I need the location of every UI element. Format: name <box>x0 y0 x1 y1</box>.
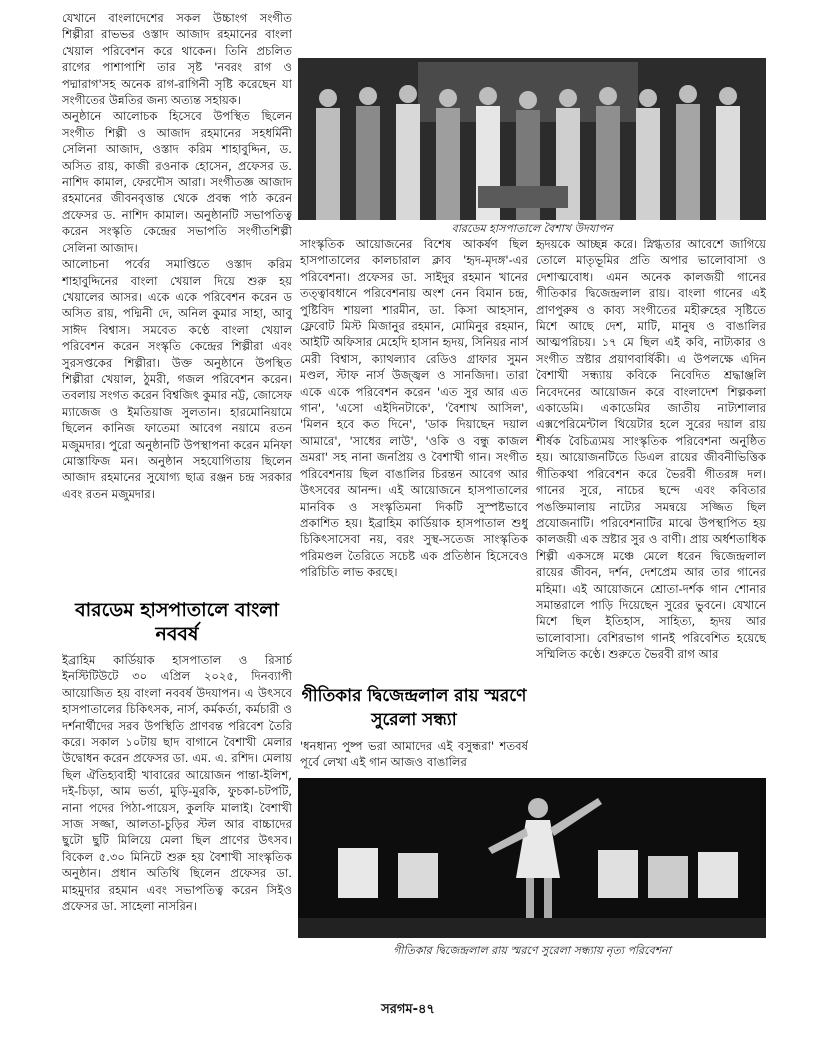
article-heading-bardem: বারডেম হাসপাতালে বাংলা নববর্ষ <box>75 599 279 645</box>
paragraph: সাংস্কৃতিক আয়োজনের বিশেষ আকর্ষণ ছিল হাসপাতালের কালচারাল ক্লাব 'হৃদ-মৃদঙ্গ'-এর পরিবেশনা। প্রফেসর ডা. সাইদুর রহমান খানের তত্ত্বাবধানে পরিবেশনায় অংশ নেন বিমান চন্দ্র, পুষ্টিবিদ শায়লা শারমীন, ডা. কিসা আহসান, ফ্লেবোট মিস্ট মিজানুর রহমান, মোমিনুর রহমান, আইটি অফিসার মেহেদি হাসান হৃদয়, সিনিয়র নার্স মেরী বিশ্বাস, ক্যাথল্যাব রেডিও গ্রাফার সুমন মণ্ডল, স্টাফ নার্স উজ্জ্বল ও সানজিদা। তারা একে একে পরিবেশন করেন 'এত সুর আর এত গান', 'এসো এইদিনটাকে', 'বৈশাখ আসিল', 'মিলন হবে কত দিনে', 'ডাক দিয়াছেন দয়াল আমারে', 'সাধের লাউ', 'ওকি ও বন্ধু কাজল ভ্রমরা' সহ নানা জনপ্রিয় ও বৈশাখী গান। সংগীত পরিবেশনায় ছিল বাঙালির চিরন্তন আবেগ আর উৎসবের আনন্দ। এই আয়োজনে হাসপাতালের মানবিক ও সংস্কৃতিমনা দিকটি সুস্পষ্টভাবে প্রকাশিত হয়। ইব্রাহিম কার্ডিয়াক হাসপাতাল শুধু চিকিৎসাসেবা নয়, বরং সুস্থ-সতেজ সাংস্কৃতিক পরিমণ্ডল তৈরিতে সচেষ্ট এক প্রতিষ্ঠান হিসেবেও পরিচিতি লাভ করছে। <box>300 237 528 580</box>
paragraph: হৃদয়কে আচ্ছন্ন করে। স্নিগ্ধতার আবেশে জাগিয়ে তোলে মাতৃভূমির প্রতি অপার ভালোবাসা ও দেশাত্মবোধ। এমন অনেক কালজয়ী গানের গীতিকার দ্বিজেন্দ্রলাল রায়। বাংলা গানের এই প্রাণপুরুষ ও কাব্য সংগীতের মহীরুহের সৃষ্টিতে মিশে আছে দেশ, মাটি, মানুষ ও বাঙালির আত্মপরিচয়। ১৭ মে ছিল এই কবি, নাট্যকার ও সংগীত স্রষ্টার প্রয়াণবার্ষিকী। এ উপলক্ষে এদিন বৈশাখী সন্ধ্যায় কবিকে নিবেদিত শ্রদ্ধাঞ্জলি নিবেদনের আয়োজন করে বাংলাদেশ শিল্পকলা একাডেমি। একাডেমির জাতীয় নাট্যশালার এক্সপেরিমেন্টাল থিয়েটার হলে সুরের দয়াল রায় শীর্ষক বৈচিত্র্যময় সাংস্কৃতিক পরিবেশনা অনুষ্ঠিত হয়। আয়োজনটিতে ডিএল রায়ের জীবনীভিত্তিক গীতিকথা পরিবেশন করে ভৈরবী গীতরঙ্গ দল। গানের সুরে, নাচের ছন্দে এবং কবিতার পঙক্তিমালায় নাট্যের সমন্বয়ে সজ্জিত ছিল প্রযোজনাটি। পরিবেশনাটির মাঝে উপস্থাপিত হয় কালজয়ী এক স্রষ্টার সুর ও বাণী। প্রায় অর্ধশতাধিক শিল্পী একসঙ্গে মঞ্চে মেলে ধরেন দ্বিজেন্দ্রলাল রায়ের জীবন, দর্শন, দেশপ্রেম আর তার গানের মহিমা। এই আয়োজনে শ্রোতা-দর্শক গান শোনার সমান্তরালে পাড়ি দিয়েছেন সুরের ভুবনে। যেখানে মিশে ছিল ইতিহাস, সাহিত্য, হৃদয় আর ভালোবাসা। বেশিরভাগ গানই পরিবেশিত হয়েছে সম্মিলিত কণ্ঠে। শুরুতে ভৈরবী রাগ আর <box>536 237 766 662</box>
column-2-continued <box>300 738 528 772</box>
column-2 <box>300 236 528 596</box>
column-1-continued <box>62 652 292 972</box>
column-3 <box>536 236 766 762</box>
column-1 <box>62 10 292 595</box>
dance-photo <box>298 778 766 938</box>
paragraph: অনুষ্ঠানে আলোচক হিসেবে উপস্থিত ছিলেন সংগীত শিল্পী ও আজাদ রহমানের সহধর্মিনী সেলিনা আজাদ, ওস্তাদ করিম শাহাবুদ্দিন, ড. অসিত রায়, কাজী রওনাক হোসেন, প্রফেসর ড. নাশিদ কামাল, ফেরদৌস আরা। সংগীতজ্ঞ আজাদ রহমানের জীবনবৃত্তান্ত থেকে প্রবন্ধ পাঠ করেন প্রফেসর ড. নাশিদ কামাল। অনুষ্ঠানটি সভাপতিত্ব করেন সংস্কৃতি কেন্দ্রের সভাপতি সংগীতশিল্পী সেলিনা আজাদ। <box>62 109 292 255</box>
paragraph: 'ধনধান্য পুষ্প ভরা আমাদের এই বসুন্ধরা' শতবর্ষ পূর্বে লেখা এই গান আজও বাঙালির <box>300 739 528 770</box>
photo-caption-2: গীতিকার দ্বিজেন্দ্রলাল রায় স্মরণে সুরেলা সন্ধ্যায় নৃত্য পরিবেশনা <box>393 944 671 957</box>
article-heading-dl-roy: গীতিকার দ্বিজেন্দ্রলাল রায় স্মরণে সুরেলা সন্ধ্যা <box>301 686 527 730</box>
paragraph: আলোচনা পর্বের সমাপ্তিতে ওস্তাদ করিম শাহাবুদ্দিনের বাংলা খেয়াল দিয়ে শুরু হয় খেয়ালের আসর। একে একে পরিবেশন করেন ড অসিত রায়, পদ্মিনী দে, অনিল কুমার সাহা, আবু সাঈদ বিশ্বাস। সমবেত কণ্ঠে বাংলা খেয়াল পরিবেশন করেন সংস্কৃতি কেন্দ্রের শিল্পীরা এবং সুরসপ্তকের শিল্পীরা। উক্ত অনুষ্ঠানে উপস্থিত শিল্পীরা খেয়াল, ঠুমরী, গজল পরিবেশন করেন। তবলায় সংগত করেন বিশ্বজিৎ কুমার নট্ট, জোসেফ ম্যাজেজ ও ইমতিয়াজ সুলতান। হারমোনিয়ামে ছিলেন কানিজ ফাতেমা আবেগ নয়ামে রতন মজুমদার। পুরো অনুষ্ঠানটি উপস্থাপনা করেন মনিফা মোস্তাফিজ মন। অনুষ্ঠান সহযোগিতায় ছিলেন আজাদ রহমানের সুযোগ্য ছাত্র রঞ্জন চন্দ্র সরকার এবং রতন মজুমদার। <box>62 257 292 501</box>
paragraph: যেখানে বাংলাদেশের সকল উচ্চাংগ সংগীত শিল্পীরা রাভভর ওস্তাদ আজাদ রহমানের বাংলা খেয়াল পরিবেশন করে থাকেন। তিনি প্রচলিত রাগের পাশাপাশি তার সৃষ্ট 'নবরং রাগ ও পদ্মারাগ'সহ অনেক রাগ-রাগিনী সৃষ্টি করেছেন যা সংগীতের উন্নতির জন্য অত্যন্ত সহায়ক। <box>62 11 292 108</box>
group-photo-illustration <box>298 58 766 220</box>
group-photo <box>298 58 766 220</box>
dance-photo-illustration <box>298 778 766 938</box>
page-footer: সরগম-৪৭ <box>381 1002 435 1017</box>
paragraph: ইব্রাহিম কার্ডিয়াক হাসপাতাল ও রিসার্চ ইনস্টিটিউটে ৩০ এপ্রিল ২০২৫, দিনব্যাপী আয়োজিত হয় বাংলা নববর্ষ উদযাপন। এ উৎসবে হাসপাতালের চিকিৎসক, নার্স, কর্মকর্তা, কর্মচারী ও দর্শনার্থীদের সরব উপস্থিতি প্রাণবন্ত পরিবেশ তৈরি করে। সকাল ১০টায় ছাদ বাগানে বৈশাখী মেলার উদ্বোধন করেন প্রফেসর ডা. এম. এ. রশিদ। মেলায় ছিল ঐতিহ্যবাহী খাবারের আয়োজন পান্তা-ইলিশ, দই-চিড়া, আম ভর্তা, মুড়ি-মুরকি, ফুচকা-চটপটি, নানা পদের পিঠা-পায়েস, কুলফি মালাই। বৈশাখী সাজ সজ্জা, আলতা-চুড়ির স্টল আর বাচ্চাদের ছুটো ছুটি মিলিয়ে মেলা ছিল প্রাণের উৎসব। বিকেল ৫.৩০ মিনিটে শুরু হয় বৈশাখী সাংস্কৃতিক অনুষ্ঠান। প্রধান অতিথি ছিলেন প্রফেসর ডা. মাহমুদার রহমান এবং সভাপতিত্ব করেন সিইও প্রফেসর ডা. সাহেলা নাসরিন। <box>62 653 292 914</box>
photo-caption-1: বারডেম হাসপাতালে বৈশাখ উদযাপন <box>451 222 613 235</box>
